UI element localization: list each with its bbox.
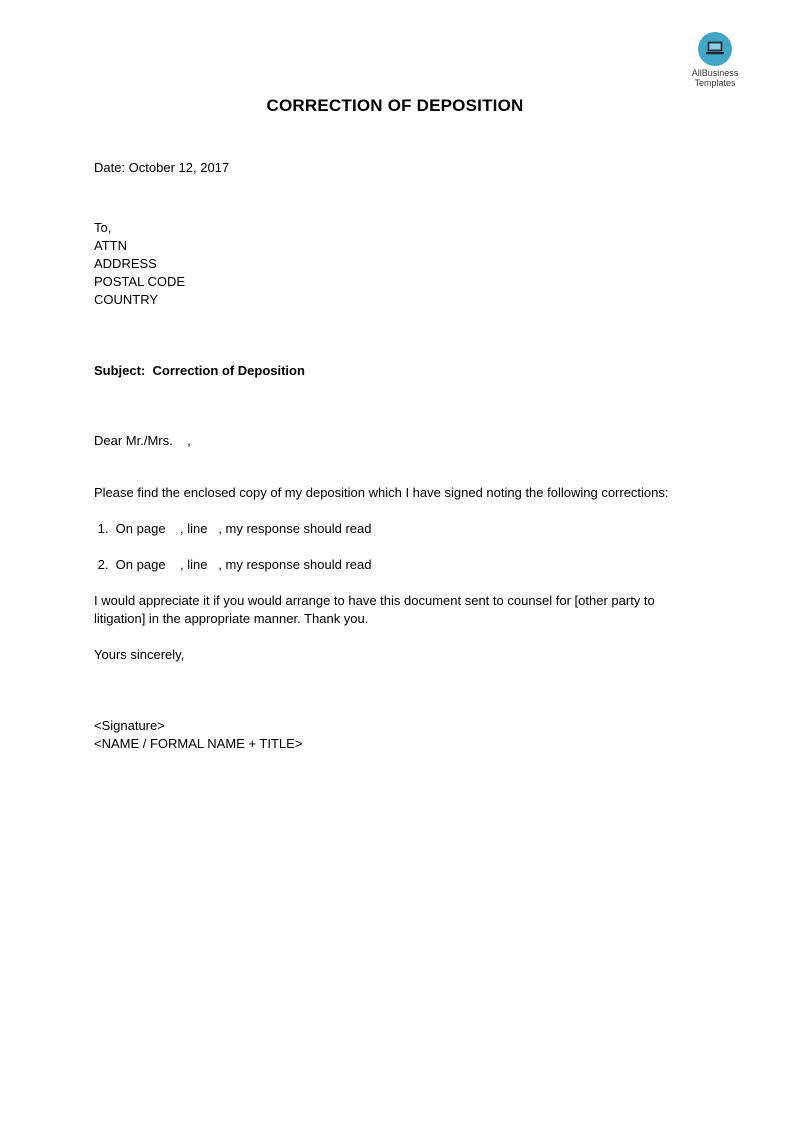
subject-line xyxy=(94,362,305,380)
subject-text: Correction of Deposition xyxy=(152,363,305,378)
name-title-placeholder: <NAME / FORMAL NAME + TITLE> xyxy=(94,736,303,751)
salutation: Dear Mr./Mrs. , xyxy=(94,433,191,448)
closing-paragraph: I would appreciate it if you would arrange to have this document sent to counsel for [other party to litigation] in the appropriate manner. Thank you. xyxy=(94,593,655,626)
intro-paragraph: Please find the enclosed copy of my deposition which I have signed noting the following corrections: xyxy=(94,485,669,500)
address-postal-code: POSTAL CODE xyxy=(94,274,186,289)
address-attn: ATTN xyxy=(94,238,127,253)
allbusiness-templates-logo xyxy=(680,32,750,88)
subject-label: Subject: xyxy=(94,363,146,378)
correction-item-1: 1. On page , line , my response should read xyxy=(94,521,372,536)
signature-placeholder: <Signature> xyxy=(94,718,165,733)
address-to: To, xyxy=(94,220,112,235)
document-title: CORRECTION OF DEPOSITION xyxy=(266,96,524,115)
date-line: Date: October 12, 2017 xyxy=(94,160,230,175)
laptop-icon xyxy=(698,32,732,66)
logo-text xyxy=(680,68,750,88)
logo-text-line2: Templates xyxy=(694,78,736,88)
logo-text-line1: AllBusiness xyxy=(691,68,739,78)
correction-item-2: 2. On page , line , my response should read xyxy=(94,557,372,572)
address-country: COUNTRY xyxy=(94,292,159,307)
address-address: ADDRESS xyxy=(94,256,157,271)
signoff: Yours sincerely, xyxy=(94,647,185,662)
